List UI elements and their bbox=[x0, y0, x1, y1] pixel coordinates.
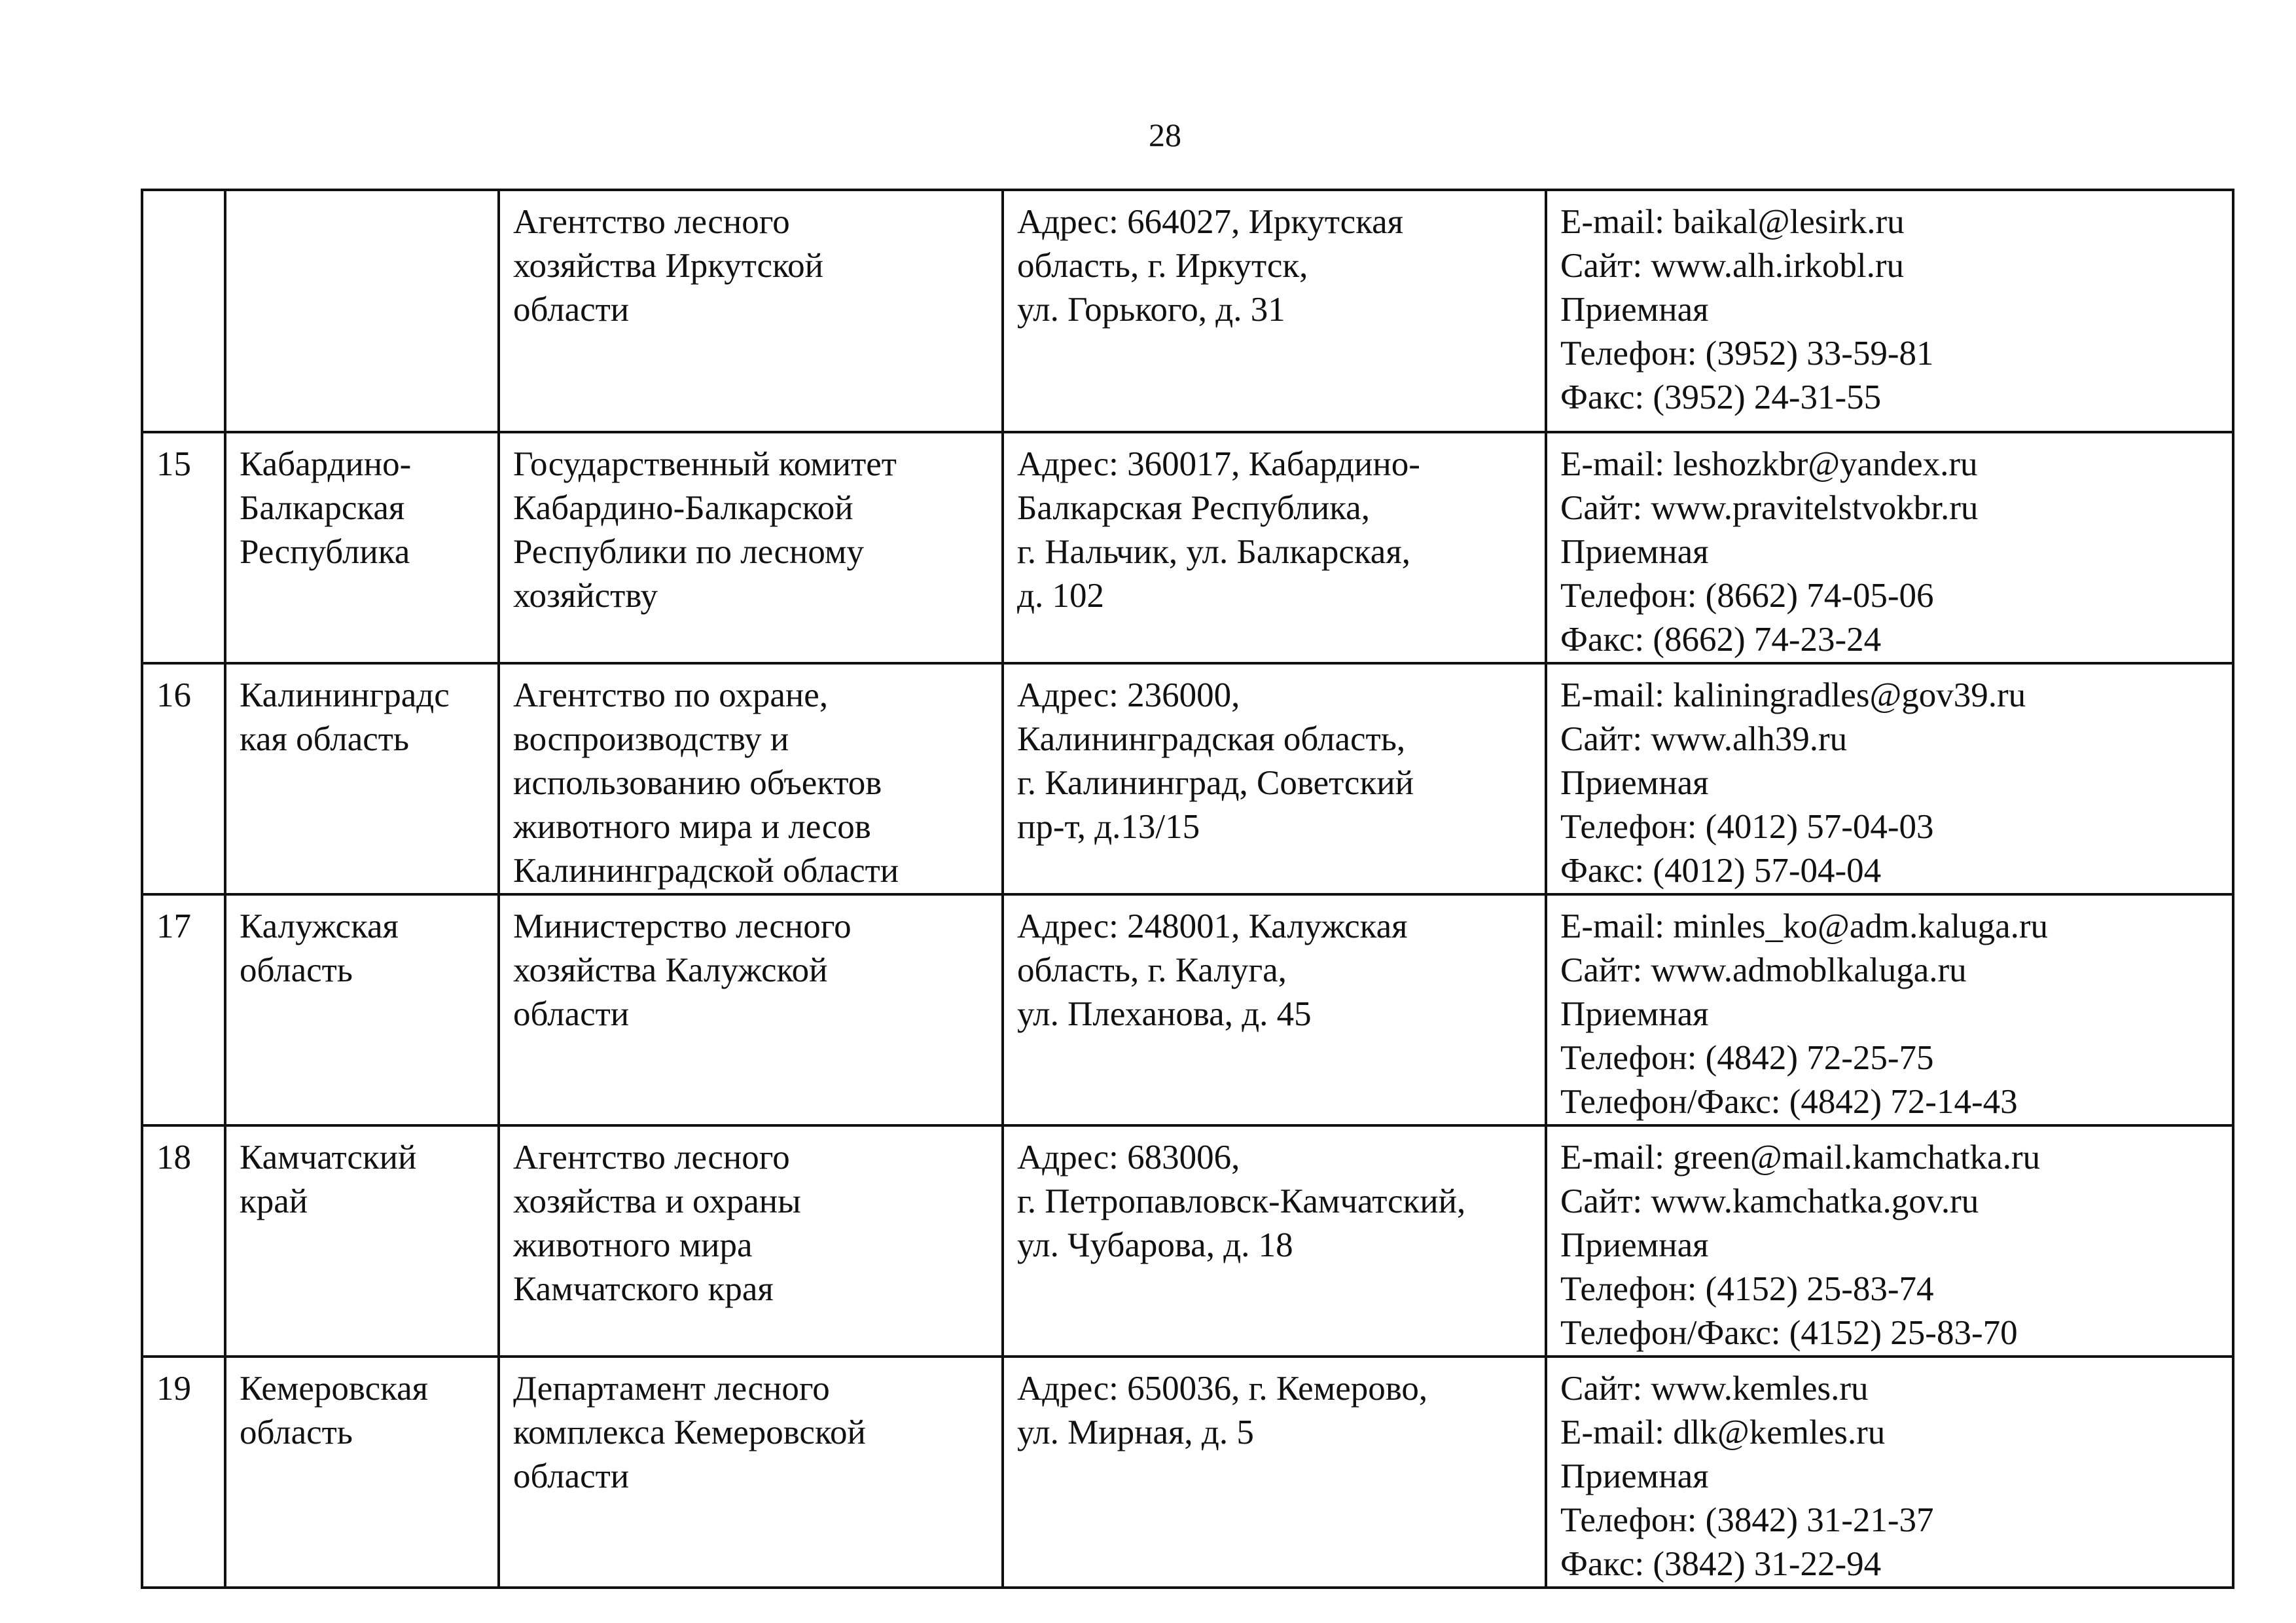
table-row bbox=[142, 894, 2233, 1125]
organization-line: Агентство лесного bbox=[513, 1139, 790, 1176]
organization-line: Государственный комитет bbox=[513, 445, 897, 483]
contacts-line: E-mail: kaliningradles@gov39.ru bbox=[1560, 676, 2026, 714]
contacts-cell bbox=[1546, 1125, 2233, 1357]
region-line: Камчатский bbox=[240, 1139, 417, 1176]
address-cell bbox=[1003, 190, 1546, 432]
organization-line: хозяйства Иркутской bbox=[513, 247, 823, 285]
address-line: Адрес: 360017, Кабардино- bbox=[1017, 445, 1420, 483]
contacts-line: E-mail: dlk@kemles.ru bbox=[1560, 1413, 1886, 1451]
contacts-line: Телефон/Факс: (4152) 25-83-70 bbox=[1560, 1314, 2018, 1352]
contacts-line: Сайт: www.pravitelstvokbr.ru bbox=[1560, 489, 1979, 527]
region-line: Кабардино- bbox=[240, 445, 412, 483]
organization-line: хозяйства и охраны bbox=[513, 1182, 801, 1220]
region-line: край bbox=[240, 1182, 308, 1220]
region-cell bbox=[225, 190, 499, 432]
address-line: Адрес: 650036, г. Кемерово, bbox=[1017, 1370, 1428, 1408]
row-number: 15 bbox=[156, 445, 191, 483]
region-cell bbox=[225, 894, 499, 1125]
region-line: Кемеровская bbox=[240, 1370, 429, 1408]
region-cell bbox=[225, 1357, 499, 1588]
contacts-line: E-mail: green@mail.kamchatka.ru bbox=[1560, 1139, 2041, 1176]
organization-line: Агентство лесного bbox=[513, 203, 790, 241]
row-number-cell bbox=[142, 894, 225, 1125]
address-cell bbox=[1003, 1125, 1546, 1357]
region-cell bbox=[225, 663, 499, 894]
row-number-cell bbox=[142, 663, 225, 894]
address-line: пр-т, д.13/15 bbox=[1017, 808, 1200, 846]
page-number: 28 bbox=[1149, 117, 1181, 153]
organization-line: использованию объектов bbox=[513, 764, 882, 802]
address-line: Адрес: 248001, Калужская bbox=[1017, 907, 1408, 945]
contacts-line: Телефон: (3842) 31-21-37 bbox=[1560, 1501, 1934, 1539]
region-line: область bbox=[240, 951, 353, 989]
contacts-line: E-mail: baikal@lesirk.ru bbox=[1560, 203, 1905, 241]
address-cell bbox=[1003, 432, 1546, 663]
address-cell bbox=[1003, 894, 1546, 1125]
address-line: Адрес: 683006, bbox=[1017, 1139, 1240, 1176]
organization-line: животного мира и лесов bbox=[513, 808, 871, 846]
contacts-cell bbox=[1546, 190, 2233, 432]
address-line: область, г. Калуга, bbox=[1017, 951, 1287, 989]
region-cell bbox=[225, 1125, 499, 1357]
organization-cell bbox=[499, 190, 1003, 432]
organization-line: Республики по лесному bbox=[513, 533, 864, 571]
row-number-cell bbox=[142, 432, 225, 663]
address-line: г. Петропавловск-Камчатский, bbox=[1017, 1182, 1466, 1220]
row-number-cell bbox=[142, 1125, 225, 1357]
table-row bbox=[142, 432, 2233, 663]
contacts-line: Сайт: www.kamchatka.gov.ru bbox=[1560, 1182, 1979, 1220]
row-number: 18 bbox=[156, 1139, 191, 1176]
contacts-line: Телефон: (3952) 33-59-81 bbox=[1560, 335, 1934, 373]
contacts-line: Приемная bbox=[1560, 1226, 1709, 1264]
contacts-cell bbox=[1546, 894, 2233, 1125]
organization-line: Департамент лесного bbox=[513, 1370, 830, 1408]
contacts-line: Телефон: (4842) 72-25-75 bbox=[1560, 1039, 1934, 1077]
region-line: Республика bbox=[240, 533, 410, 571]
address-line: область, г. Иркутск, bbox=[1017, 247, 1308, 285]
contacts-line: Приемная bbox=[1560, 291, 1709, 329]
organization-cell bbox=[499, 663, 1003, 894]
region-line: Балкарская bbox=[240, 489, 405, 527]
row-number: 19 bbox=[156, 1370, 191, 1408]
organization-line: воспроизводству и bbox=[513, 720, 789, 758]
organization-line: Министерство лесного bbox=[513, 907, 852, 945]
organization-line: Агентство по охране, bbox=[513, 676, 829, 714]
row-number-cell bbox=[142, 190, 225, 432]
organization-cell bbox=[499, 894, 1003, 1125]
organization-line: области bbox=[513, 1457, 630, 1495]
contacts-line: Сайт: www.alh39.ru bbox=[1560, 720, 1848, 758]
organization-cell bbox=[499, 1357, 1003, 1588]
row-number: 16 bbox=[156, 676, 191, 714]
organization-line: хозяйству bbox=[513, 577, 658, 615]
organization-line: комплекса Кемеровской bbox=[513, 1413, 866, 1451]
organization-cell bbox=[499, 1125, 1003, 1357]
address-cell bbox=[1003, 1357, 1546, 1588]
region-line: область bbox=[240, 1413, 353, 1451]
address-line: ул. Плеханова, д. 45 bbox=[1017, 995, 1312, 1033]
contacts-line: Приемная bbox=[1560, 1457, 1709, 1495]
organization-line: Калининградской области bbox=[513, 852, 899, 890]
organization-cell bbox=[499, 432, 1003, 663]
contacts-cell bbox=[1546, 663, 2233, 894]
address-line: г. Калининград, Советский bbox=[1017, 764, 1414, 802]
address-cell bbox=[1003, 663, 1546, 894]
organization-line: области bbox=[513, 995, 630, 1033]
organization-line: животного мира bbox=[513, 1226, 753, 1264]
contacts-line: E-mail: leshozkbr@yandex.ru bbox=[1560, 445, 1978, 483]
address-line: Балкарская Республика, bbox=[1017, 489, 1370, 527]
contacts-line: Факс: (3952) 24-31-55 bbox=[1560, 378, 1882, 416]
address-line: ул. Чубарова, д. 18 bbox=[1017, 1226, 1293, 1264]
contacts-line: Телефон: (4012) 57-04-03 bbox=[1560, 808, 1934, 846]
organization-line: Кабардино-Балкарской bbox=[513, 489, 853, 527]
address-line: г. Нальчик, ул. Балкарская, bbox=[1017, 533, 1410, 571]
contacts-line: Телефон/Факс: (4842) 72-14-43 bbox=[1560, 1083, 2018, 1121]
contacts-line: Приемная bbox=[1560, 764, 1709, 802]
contacts-cell bbox=[1546, 1357, 2233, 1588]
organization-line: хозяйства Калужской bbox=[513, 951, 828, 989]
organization-line: области bbox=[513, 291, 630, 329]
table-row bbox=[142, 1357, 2233, 1588]
region-line: кая область bbox=[240, 720, 410, 758]
address-line: Адрес: 236000, bbox=[1017, 676, 1240, 714]
table-body bbox=[142, 190, 2233, 1588]
contacts-line: Сайт: www.kemles.ru bbox=[1560, 1370, 1869, 1408]
row-number-cell bbox=[142, 1357, 225, 1588]
contacts-line: Сайт: www.admoblkaluga.ru bbox=[1560, 951, 1967, 989]
contacts-line: Приемная bbox=[1560, 995, 1709, 1033]
address-line: Адрес: 664027, Иркутская bbox=[1017, 203, 1404, 241]
contacts-line: Приемная bbox=[1560, 533, 1709, 571]
address-line: Калининградская область, bbox=[1017, 720, 1406, 758]
row-number: 17 bbox=[156, 907, 191, 945]
contacts-line: Сайт: www.alh.irkobl.ru bbox=[1560, 247, 1905, 285]
contacts-line: Телефон: (8662) 74-05-06 bbox=[1560, 577, 1934, 615]
contacts-line: Факс: (8662) 74-23-24 bbox=[1560, 621, 1882, 659]
table-row bbox=[142, 663, 2233, 894]
organization-line: Камчатского края bbox=[513, 1270, 774, 1308]
table-row bbox=[142, 190, 2233, 432]
address-line: ул. Горького, д. 31 bbox=[1017, 291, 1285, 329]
region-line: Калужская bbox=[240, 907, 399, 945]
address-line: ул. Мирная, д. 5 bbox=[1017, 1413, 1254, 1451]
contacts-line: E-mail: minles_ko@adm.kaluga.ru bbox=[1560, 907, 2049, 945]
address-line: д. 102 bbox=[1017, 577, 1104, 615]
contacts-line: Телефон: (4152) 25-83-74 bbox=[1560, 1270, 1934, 1308]
table-row bbox=[142, 1125, 2233, 1357]
region-cell bbox=[225, 432, 499, 663]
region-line: Калининградс bbox=[240, 676, 450, 714]
contacts-line: Факс: (3842) 31-22-94 bbox=[1560, 1545, 1882, 1583]
contacts-line: Факс: (4012) 57-04-04 bbox=[1560, 852, 1882, 890]
contacts-cell bbox=[1546, 432, 2233, 663]
forestry-agencies-table bbox=[141, 189, 2234, 1589]
